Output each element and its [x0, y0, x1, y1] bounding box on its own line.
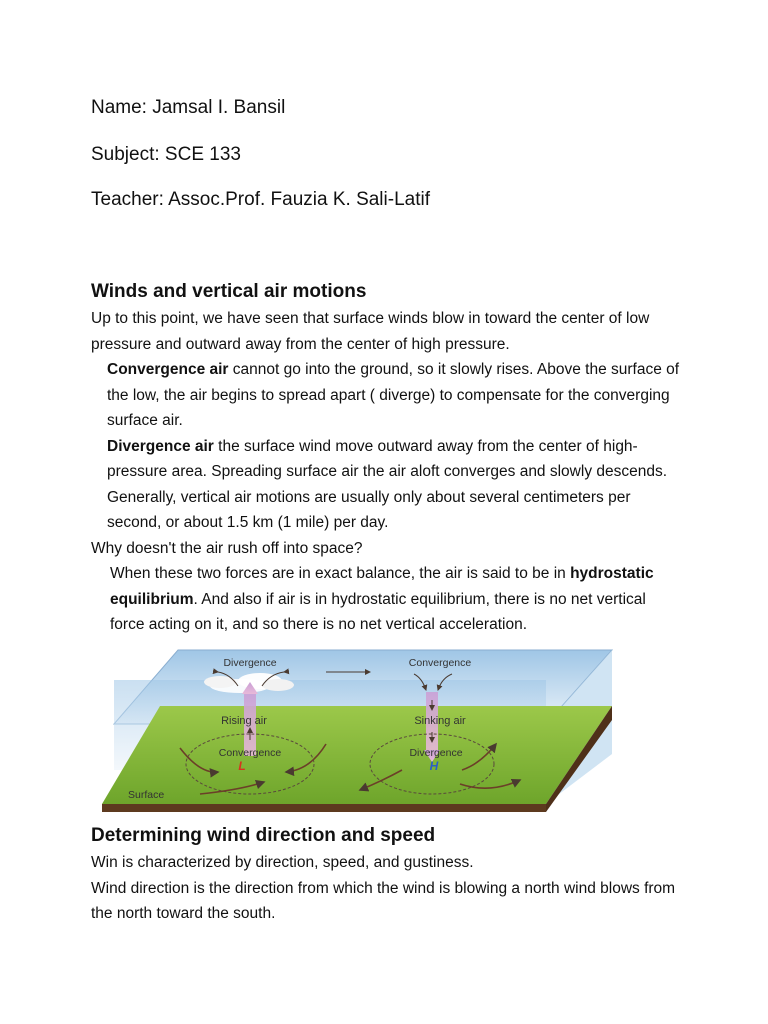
label-rising-air: Rising air: [221, 715, 267, 727]
label-sinking-air: Sinking air: [414, 715, 466, 727]
paragraph-divergence: [91, 434, 681, 536]
section-heading-winds: Winds and vertical air motions: [91, 281, 367, 302]
ground-front-edge: [102, 804, 546, 812]
equilibrium-text-a: When these two forces are in exact balance, the air is said to be in: [110, 565, 571, 582]
label-convergence-surface: Convergence: [218, 747, 282, 759]
ground-surface: [102, 706, 612, 804]
term-convergence: Convergence air: [107, 361, 229, 378]
divergence-text: the surface wind move outward away from the center of high-pressure area. Spreading surface air the air aloft converges and slowly descends. Generally, vertical air motions are usually only about several centimeters per second, or about 1.5 km (1 mile) per day.: [107, 437, 668, 531]
label-divergence-aloft: Divergence: [223, 657, 277, 669]
air-motion-diagram-svg: [100, 644, 622, 816]
label-convergence-aloft: Convergence: [408, 657, 472, 669]
teacher-line: Teacher: Assoc.Prof. Fauzia K. Sali-Latif: [91, 189, 430, 210]
equilibrium-text-b: . And also if air is in hydrostatic equilibrium, there is no net vertical force acting on it, and so there is no net vertical acceleration.: [110, 590, 646, 633]
paragraph-convergence: [91, 357, 681, 434]
paragraph-question: Why doesn't the air rush off into space?: [91, 539, 363, 557]
label-surface: Surface: [128, 789, 165, 801]
label-divergence-surface: Divergence: [409, 747, 463, 759]
subject-line: Subject: SCE 133: [91, 144, 241, 165]
name-line: Name: Jamsal I. Bansil: [91, 97, 286, 118]
air-motion-diagram: [100, 644, 622, 816]
paragraph-intro: Up to this point, we have seen that surface winds blow in toward the center of low pressure and outward away from the center of high pressure.: [91, 310, 650, 353]
term-divergence: Divergence air: [107, 437, 214, 455]
high-pressure-symbol: H: [429, 759, 439, 773]
term-hydrostatic: hydrostatic equilibrium: [110, 565, 654, 608]
paragraph-wind-direction: Wind direction is the direction from which the wind is blowing a north wind blows from the north toward the south.: [91, 879, 676, 922]
paragraph-equilibrium: [91, 561, 681, 638]
section-heading-wind-direction: Determining wind direction and speed: [91, 825, 436, 846]
low-pressure-symbol: L: [238, 759, 246, 773]
section-body-winds: [91, 306, 681, 638]
section-body-wind-direction: [91, 850, 681, 927]
convergence-text: cannot go into the ground, so it slowly rises. Above the surface of the low, the air begins to spread apart ( diverge) to compensate for the converging surface air.: [107, 361, 680, 429]
paragraph-wind-characterized: Win is characterized by direction, speed, and gustiness.: [91, 854, 474, 871]
